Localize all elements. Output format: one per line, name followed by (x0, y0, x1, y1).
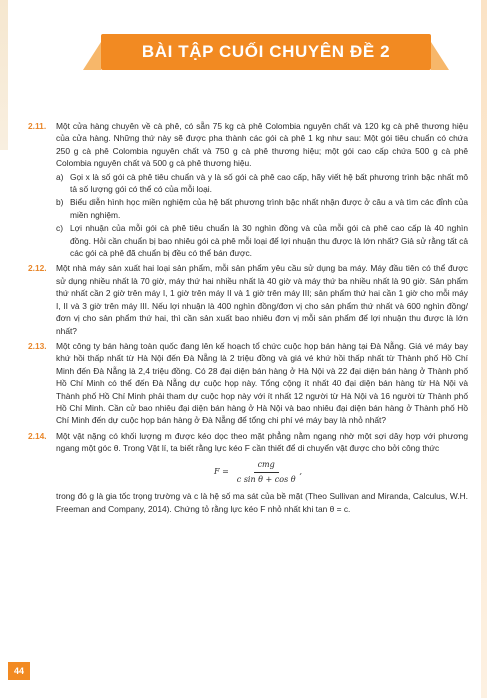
exercise-part (56, 222, 468, 259)
formula-trail: , (299, 467, 303, 477)
force-formula (214, 459, 468, 487)
corner-decoration (0, 0, 8, 150)
part-text: Lợi nhuận của mỗi gói cà phê tiêu chuẩn là 30 nghìn đồng và của mỗi gói cà phê cao cấp là 40 nghìn đồng. Hỏi cần chuẩn bị bao nhiêu gói cà phê mỗi loại để lợi nhuận thu được là lớn nhất? Giả sử rằng tất cả các gói cà phê đã chuẩn bị đều có thể bán được. (70, 223, 468, 259)
formula-lhs: F = (214, 467, 229, 477)
exercise-intro: Một công ty bán hàng toàn quốc đang lên kế hoạch tổ chức cuộc họp bán hàng tại Đà Nẵng. Giá vé máy bay khứ hồi thấp nhất từ Hà Nội đến Đà Nẵng là 2 triệu đồng và giá vé khứ hồi thấp nhất từ Thành phố Hồ Chí Minh đến Đà Nẵng là 2,4 triệu đồng. Có 28 đại diện bán hàng ở Hà Nội và 22 đại diện bán hàng ở Thành phố Hồ Chí Minh có thể đến Đà Nẵng dự cuộc họp này. Tổng cộng ít nhất 40 đại diện bán hàng từ Hà Nội và Thành phố Hồ Chí Minh phải tham dự cuộc họp này với ít nhất 12 người từ Hà Nội và 16 người từ Thành phố Hồ Chí Minh. Cần cử bao nhiêu đại diện bán hàng ở Hà Nội và bao nhiêu đại diện bán hàng ở Thành phố Hồ Chí Minh đến dự cuộc họp bán hàng ở Đà Nẵng để tổng chi phí vé máy bay là nhỏ nhất? (56, 340, 468, 426)
right-edge-decoration (481, 0, 487, 698)
exercise-part (56, 171, 468, 196)
exercise-part (56, 196, 468, 221)
part-label: c) (56, 223, 63, 234)
exercise-number: 2.14. (28, 430, 47, 441)
exercise-2-13 (28, 340, 468, 427)
formula-denominator: c sin θ + cos θ (236, 474, 296, 484)
part-text: Gọi x là số gói cà phê tiêu chuẩn và y là số gói cà phê cao cấp, hãy viết hệ bất phương trình bậc nhất mô tả số lượng gói có thể có của mỗi loại. (70, 171, 468, 195)
exercise-number: 2.12. (28, 263, 47, 274)
exercise-intro: Một cửa hàng chuyên về cà phê, có sẵn 75 kg cà phê Colombia nguyên chất và 120 kg cà phê thương hiệu của cửa hàng. Những thứ này sẽ được pha thành các gói cà phê 1 kg như sau: Một gói tiêu chuẩn có chứa 250 g cà phê Colombia nguyên chất và 750 g cà phê thương hiệu; một gói cao cấp chứa 500 g cà phê Colombia nguyên chất và 500 g cà phê thương hiệu. (56, 121, 468, 169)
exercise-2-14 (28, 430, 468, 515)
exercise-number: 2.13. (28, 340, 47, 351)
part-label: a) (56, 171, 64, 182)
formula-fraction (233, 459, 300, 487)
top-bar (0, 0, 487, 14)
part-label: b) (56, 197, 64, 208)
exercise-outro: trong đó g là gia tốc trọng trường và c là hệ số ma sát của bề mặt (Theo Sullivan and Miranda, Calculus, W.H. Freeman and Company, 2014). Chứng tỏ rằng lực kéo F nhỏ nhất khi tan θ = c. (56, 491, 468, 514)
part-text: Biểu diễn hình học miền nghiệm của hệ bất phương trình bậc nhất nhận được ở câu a và tìm các đỉnh của miền nghiệm. (70, 197, 468, 220)
exercise-2-12 (28, 262, 468, 336)
page-number: 44 (8, 662, 30, 680)
exercise-list (28, 120, 468, 518)
exercise-intro: Một vật nặng có khối lượng m được kéo dọc theo mặt phẳng nằm ngang nhờ một sợi dây hợp với phương ngang một góc θ. Trong Vật lí, ta biết rằng lực kéo F cần thiết để di chuyển vật được cho bởi công thức (56, 430, 468, 454)
exercise-intro: Một nhà máy sản xuất hai loại sản phẩm, mỗi sản phẩm yêu cầu sử dụng ba máy. Máy đầu tiên có thể được sử dụng nhiều nhất là 70 giờ, máy thứ hai nhiều nhất là 40 giờ và máy thứ ba nhiều nhất là 90 giờ. Sản phẩm thứ nhất cần 2 giờ trên máy I, 1 giờ trên máy II và 1 giờ trên máy III; sản phẩm thứ hai cần 1 giờ cho mỗi máy I, II và 3 giờ trên máy III. Nếu lợi nhuận là 400 nghìn đồng/đơn vị cho sản phẩm thứ nhất và 600 nghìn đồng/đơn vị cho sản phẩm thứ hai, thì cần sản xuất bao nhiêu đơn vị mỗi sản phẩm để lợi nhuận thu được là lớn nhất? (56, 263, 468, 336)
exercise-number: 2.11. (28, 121, 47, 131)
formula-numerator: cmg (254, 459, 279, 473)
exercise-2-11 (28, 120, 468, 259)
chapter-banner (101, 34, 431, 70)
banner-title: BÀI TẬP CUỐI CHUYÊN ĐỀ 2 (141, 42, 391, 61)
